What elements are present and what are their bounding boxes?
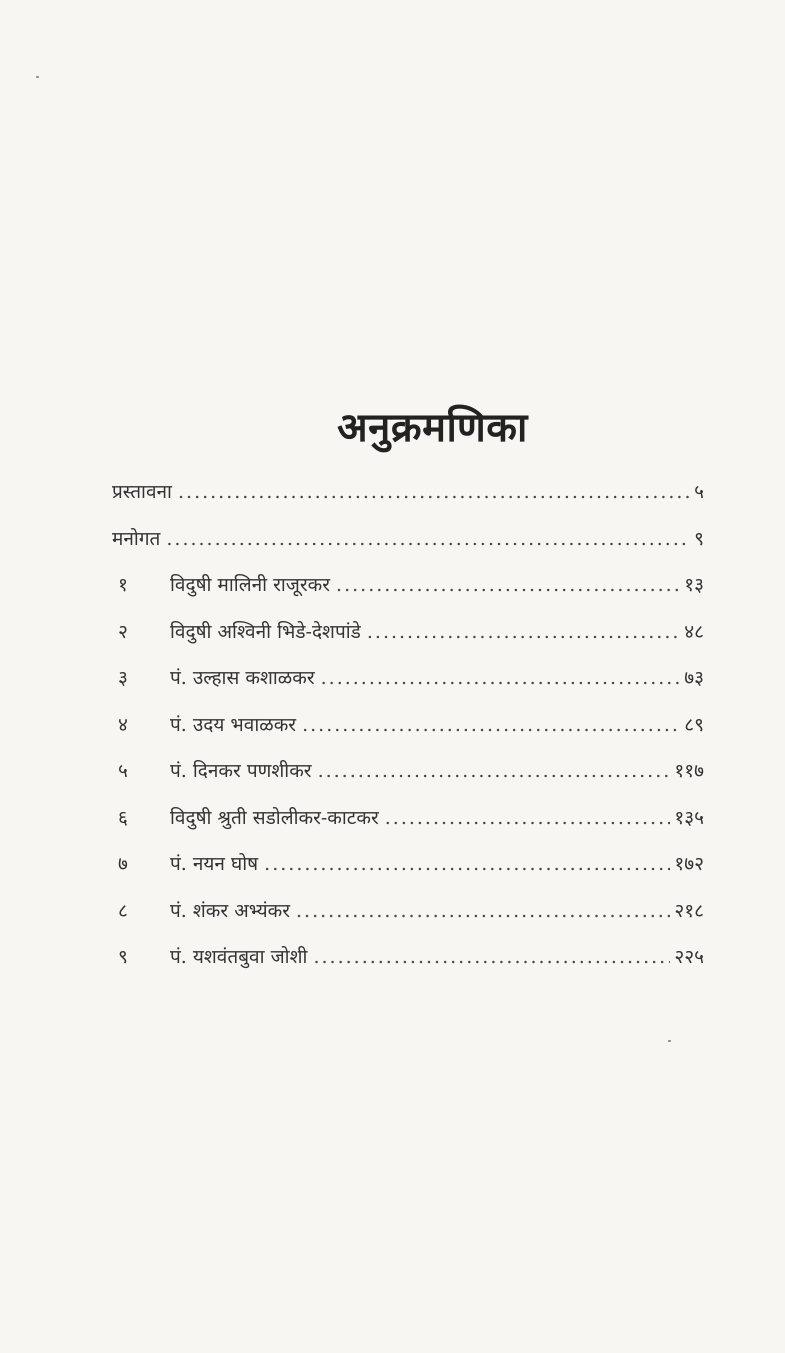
dot-leader — [385, 807, 671, 829]
toc-entry — [112, 850, 704, 897]
toc-entry — [112, 943, 704, 990]
dot-leader — [318, 760, 671, 782]
page-title: अनुक्रमणिका — [337, 404, 528, 451]
toc-entry-page: १३ — [684, 574, 704, 596]
toc-entry — [112, 804, 704, 851]
dot-leader — [313, 946, 670, 968]
toc-entry-page: ८९ — [684, 713, 704, 736]
dot-leader — [302, 714, 680, 736]
table-of-contents — [112, 478, 704, 990]
dot-leader — [166, 528, 690, 550]
toc-entry-label: विदुषी मालिनी राजूरकर — [170, 574, 331, 596]
dot-leader — [296, 900, 670, 922]
dot-leader — [264, 853, 670, 875]
toc-entry — [112, 711, 704, 758]
toc-entry-page: १३५ — [674, 806, 704, 829]
toc-entry-label: पं. नयन घोष — [170, 853, 259, 875]
toc-entry-number: २ — [118, 620, 128, 643]
toc-entry-page: १७२ — [674, 853, 704, 875]
toc-entry — [112, 525, 704, 572]
toc-entry-page: ७३ — [684, 667, 704, 689]
dot-leader — [321, 667, 681, 689]
dot-leader — [367, 621, 680, 643]
toc-entry — [112, 664, 704, 711]
toc-entry-label: विदुषी श्रुती सडोलीकर-काटकर — [170, 806, 379, 829]
toc-entry-label: पं. उदय भवाळकर — [170, 713, 297, 736]
toc-entry-page: २२५ — [674, 946, 704, 968]
toc-entry — [112, 478, 704, 525]
toc-entry-page: ११७ — [674, 760, 704, 782]
toc-entry-label: पं. दिनकर पणशीकर — [170, 760, 312, 782]
paper-speck — [36, 76, 39, 78]
toc-entry-label: प्रस्तावना — [112, 481, 172, 503]
toc-entry-number: ४ — [118, 713, 128, 736]
toc-entry — [112, 618, 704, 665]
toc-entry — [112, 757, 704, 804]
dot-leader — [336, 574, 680, 596]
toc-entry-label: पं. उल्हास कशाळकर — [170, 667, 315, 689]
toc-entry-number: ३ — [118, 667, 128, 689]
toc-entry-number: १ — [118, 574, 128, 596]
toc-entry-page: २१८ — [674, 899, 704, 922]
toc-entry-number: ६ — [118, 806, 128, 829]
toc-entry — [112, 571, 704, 618]
toc-entry-label: मनोगत — [112, 527, 161, 550]
paper-speck — [668, 1040, 671, 1042]
toc-entry — [112, 897, 704, 944]
toc-entry-page: ५ — [694, 481, 704, 503]
toc-entry-number: ७ — [118, 853, 128, 875]
toc-entry-label: विदुषी अश्विनी भिडे-देशपांडे — [170, 620, 361, 643]
toc-entry-label: पं. यशवंतबुवा जोशी — [170, 946, 308, 968]
toc-entry-label: पं. शंकर अभ्यंकर — [170, 899, 290, 922]
toc-entry-number: ९ — [118, 946, 128, 968]
toc-entry-number: ५ — [118, 760, 128, 782]
toc-entry-number: ८ — [118, 899, 128, 922]
dot-leader — [178, 481, 690, 503]
toc-entry-page: ९ — [694, 527, 704, 550]
toc-entry-page: ४८ — [684, 620, 704, 643]
